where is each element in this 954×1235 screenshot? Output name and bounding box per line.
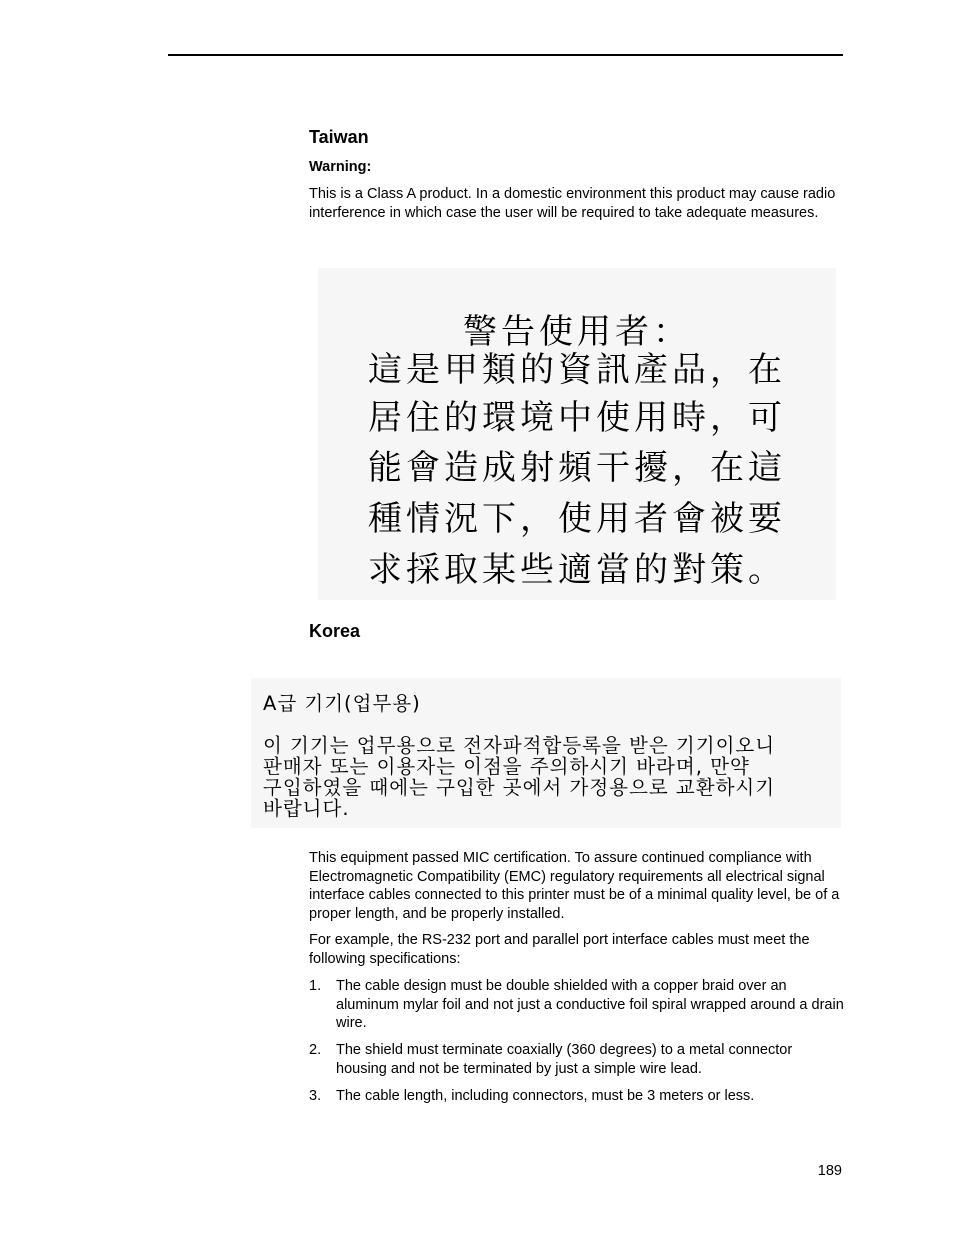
list-text: The cable design must be double shielded with a copper braid over an aluminum mylar foil and not just a conductive foil spiral wrapped around a drain wire. <box>336 978 844 1032</box>
taiwan-notice-line: 這是甲類的資訊產品，在 <box>368 350 786 390</box>
taiwan-heading: Taiwan <box>309 127 369 147</box>
taiwan-notice-line: 能會造成射頻干擾，在這 <box>368 448 786 488</box>
korea-notice-line: 판매자 또는 이용자는 이점을 주의하시기 바라며, 만약 <box>263 755 750 778</box>
warning-text: This is a Class A product. In a domestic environment this product may cause radio interference in which case the user will be required to take adequate measures. <box>309 186 836 221</box>
taiwan-notice-line: 警告使用者： <box>463 312 691 352</box>
korea-notice-line: A급 기기(업무용) <box>263 692 421 715</box>
example-paragraph: For example, the RS-232 port and parallel port interface cables must meet the following specifications: <box>309 932 810 967</box>
list-text: The shield must terminate coaxially (360 degrees) to a metal connector housing and not be terminated by just a simple wire lead. <box>336 1042 793 1077</box>
korea-heading: Korea <box>309 621 361 641</box>
warning-label: Warning: <box>309 159 372 175</box>
korea-notice-line: 바랍니다. <box>263 797 350 820</box>
list-number: 2. <box>309 1042 322 1058</box>
header-rule <box>168 54 843 56</box>
list-text: The cable length, including connectors, must be 3 meters or less. <box>336 1088 755 1104</box>
korea-notice-line: 이 기기는 업무용으로 전자파적합등록을 받은 기기이오니 <box>263 734 776 757</box>
taiwan-notice-line: 求採取某些適當的對策。 <box>368 550 786 590</box>
list-number: 1. <box>309 978 322 994</box>
mic-paragraph: This equipment passed MIC certification. To assure continued compliance with Electromagnetic Compatibility (EMC) regulatory requirements all electrical signal interface cables connected to this printer must be of a minimal quality level, be of a proper length, and be properly installed. <box>309 850 840 922</box>
korea-notice-image <box>251 678 841 828</box>
taiwan-notice-line: 居住的環境中使用時，可 <box>368 398 786 438</box>
page-number: 189 <box>817 1163 842 1179</box>
taiwan-notice-line: 種情況下，使用者會被要 <box>368 499 786 539</box>
list-number: 3. <box>309 1088 322 1104</box>
korea-notice-line: 구입하였을 때에는 구입한 곳에서 가정용으로 교환하시기 <box>263 776 776 799</box>
taiwan-notice-image <box>318 268 836 600</box>
